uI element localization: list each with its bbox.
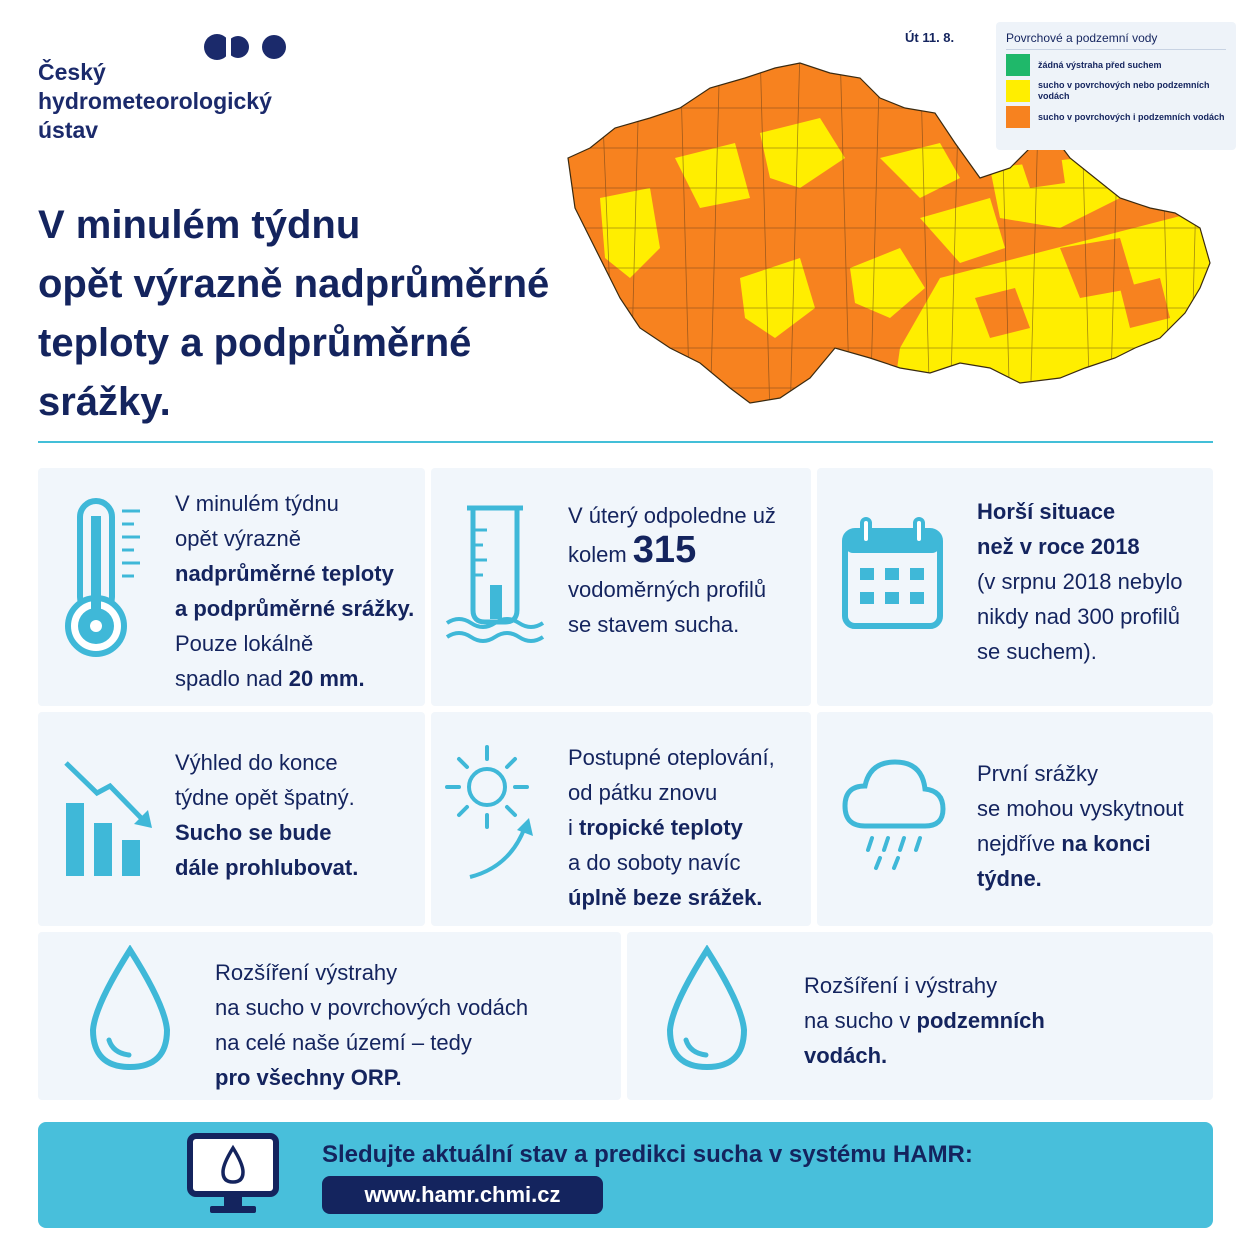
map-legend [996, 22, 1236, 150]
text-line-bold: Horší situace [977, 499, 1116, 524]
headline-line-4: srážky. [38, 380, 171, 424]
water-drop-icon [662, 945, 752, 1075]
text-line-bold: vodách. [804, 1043, 888, 1068]
text-line: na sucho v povrchových vodách [215, 995, 529, 1020]
legend-label: žádná výstraha před suchem [1038, 59, 1162, 70]
text-span-bold: 20 mm. [288, 666, 365, 691]
footer-text: Sledujte aktuální stav a predikci sucha v systému HAMR: [322, 1141, 973, 1168]
legend-swatch-orange [1006, 106, 1030, 128]
water-drop-icon [85, 945, 175, 1075]
text-line: Pouze lokálně [175, 631, 314, 656]
legend-label: sucho v povrchových nebo podzemních vodách [1038, 80, 1210, 101]
legend-item-green [1006, 54, 1226, 76]
text-line-bold: nadprůměrné teploty [175, 561, 394, 586]
logo-line-1: Český [38, 59, 106, 85]
card-groundwater-warning-text [804, 968, 1045, 1073]
text-line: se suchem). [977, 639, 1097, 664]
monitor-icon [186, 1132, 280, 1218]
chmi-logo-text [38, 58, 272, 145]
text-line [977, 826, 1184, 861]
text-line: První srážky [977, 761, 1099, 786]
text-line: V minulém týdnu [175, 491, 339, 516]
text-line: týdne opět špatný. [175, 785, 355, 810]
logo-line-2: hydrometeorologický [38, 88, 272, 114]
card-temperature-text [175, 486, 414, 696]
text-line [175, 661, 414, 696]
text-line [568, 810, 775, 845]
headline [38, 196, 598, 432]
text-line: se mohou vyskytnout [977, 796, 1184, 821]
thermometer-icon [60, 496, 150, 666]
card-profiles-text [568, 498, 776, 642]
legend-swatch-green [1006, 54, 1030, 76]
text-line: Výhled do konce [175, 750, 338, 775]
text-line: nikdy nad 300 profilů [977, 604, 1181, 629]
text-span-bold: na konci [1061, 831, 1151, 856]
map-date: Út 11. 8. [905, 30, 955, 45]
text-span: kolem [568, 542, 633, 567]
text-line: od pátku znovu [568, 780, 718, 805]
section-divider [38, 441, 1213, 443]
card-2018-text [977, 494, 1182, 669]
rain-gauge-icon [445, 500, 550, 645]
card-outlook-text [175, 745, 358, 885]
legend-item-orange [1006, 106, 1226, 128]
headline-line-2: opět výrazně nadprůměrné [38, 262, 550, 306]
text-line [804, 1003, 1045, 1038]
rain-cloud-icon [840, 754, 950, 874]
headline-line-3: teploty a podprůměrné [38, 321, 472, 365]
declining-chart-icon [62, 758, 162, 878]
text-line: vodoměrných profilů [568, 577, 767, 602]
text-span-bold: podzemních [916, 1008, 1045, 1033]
text-span: nejdříve [977, 831, 1062, 856]
legend-swatch-yellow [1006, 80, 1030, 102]
legend-label: sucho v povrchových i podzemních vodách [1038, 111, 1225, 122]
text-line [568, 529, 776, 572]
hamr-link[interactable]: www.hamr.chmi.cz [322, 1176, 603, 1214]
text-line-bold: Sucho se bude [175, 820, 332, 845]
text-line: V úterý odpoledne už [568, 503, 776, 528]
legend-item-yellow [1006, 80, 1226, 102]
headline-line-1: V minulém týdnu [38, 203, 361, 247]
text-span: i [568, 815, 579, 840]
calendar-icon [840, 516, 945, 631]
text-line-bold: než v roce 2018 [977, 534, 1140, 559]
text-span-bold: tropické teploty [579, 815, 743, 840]
text-line: a do soboty navíc [568, 850, 741, 875]
logo-line-3: ústav [38, 117, 99, 143]
text-line: se stavem sucha. [568, 612, 740, 637]
legend-title: Povrchové a podzemní vody [1006, 31, 1226, 50]
text-span: na sucho v [804, 1008, 917, 1033]
text-line: na celé naše území – tedy [215, 1030, 472, 1055]
text-line-bold: a podprůměrné srážky. [175, 596, 415, 621]
text-span: spadlo nad [175, 666, 289, 691]
text-line-bold: dále prohlubovat. [175, 855, 359, 880]
text-line: Postupné oteplování, [568, 745, 775, 770]
chmi-logo-icon [202, 32, 292, 62]
text-line-bold: týdne. [977, 866, 1042, 891]
text-line: (v srpnu 2018 nebylo [977, 569, 1183, 594]
sun-rising-icon [445, 742, 545, 882]
text-line: Rozšíření i výstrahy [804, 973, 998, 998]
text-line-bold: pro všechny ORP. [215, 1065, 402, 1090]
profile-count: 315 [632, 529, 697, 571]
text-line: Rozšíření výstrahy [215, 960, 398, 985]
card-rain-text [977, 756, 1184, 896]
card-surface-warning-text [215, 955, 528, 1095]
text-line: opět výrazně [175, 526, 301, 551]
card-warming-text [568, 740, 775, 915]
text-line-bold: úplně beze srážek. [568, 885, 763, 910]
